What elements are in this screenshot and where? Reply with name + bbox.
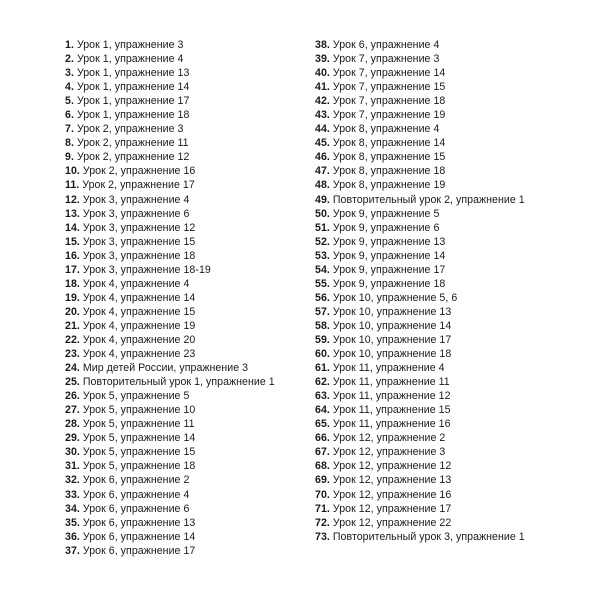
track-number: 54. [315,263,330,276]
track-number: 7. [65,123,74,136]
track-title: Урок 9, упражнение 6 [332,221,440,234]
track-title: Урок 9, упражнение 5 [332,207,440,220]
track-item [65,291,275,305]
track-item [65,249,275,263]
track-item [65,389,275,403]
track-number: 52. [315,235,330,248]
track-item [315,417,525,431]
track-number: 67. [315,446,330,459]
track-item [65,193,275,207]
track-number: 62. [315,376,330,389]
track-title: Урок 4, упражнение 23 [82,348,196,361]
track-item [315,263,525,277]
track-item [315,347,525,361]
track-title: Урок 10, упражнение 18 [332,348,452,361]
track-item [315,403,525,417]
track-title: Урок 8, упражнение 19 [332,179,446,192]
track-item [65,502,275,516]
track-title: Урок 1, упражнение 3 [76,39,184,51]
track-item [65,136,275,150]
track-title: Урок 12, упражнение 12 [332,460,452,473]
track-number: 24. [65,362,80,375]
track-number: 18. [65,277,80,290]
track-title: Урок 3, упражнение 12 [82,221,196,234]
track-title: Урок 11, упражнение 15 [332,404,451,417]
track-number: 55. [315,277,330,290]
track-title: Повторительный урок 2, упражнение 1 [332,193,525,206]
track-item [65,403,275,417]
track-title: Урок 9, упражнение 18 [332,277,446,290]
track-item [315,473,525,487]
track-title: Урок 1, упражнение 4 [76,53,184,66]
track-number: 1. [65,39,74,51]
track-title: Урок 6, упражнение 2 [82,474,190,487]
track-number: 22. [65,333,80,346]
track-item [315,66,525,80]
track-item [65,150,275,164]
track-title: Повторительный урок 3, упражнение 1 [332,530,525,543]
track-number: 47. [315,165,330,178]
track-item [65,459,275,473]
track-number: 72. [315,516,330,529]
track-title: Урок 7, упражнение 19 [332,109,446,122]
track-title: Урок 11, упражнение 11 [332,376,450,389]
track-item [65,431,275,445]
track-number: 19. [65,291,80,304]
track-item [65,207,275,221]
track-item [315,516,525,530]
track-item [315,291,525,305]
track-title: Урок 5, упражнение 5 [82,390,190,403]
track-number: 61. [315,362,330,375]
track-title: Урок 2, упражнение 17 [82,179,195,192]
track-number: 33. [65,488,80,501]
track-item [315,80,525,94]
track-number: 9. [65,151,74,164]
track-number: 28. [65,418,80,431]
track-title: Урок 1, упражнение 14 [76,81,190,94]
track-title: Урок 5, упражнение 15 [82,446,196,459]
track-number: 32. [65,474,80,487]
track-title: Урок 5, упражнение 11 [82,418,195,431]
track-number: 50. [315,207,330,220]
track-item [65,516,275,530]
track-title: Урок 12, упражнение 2 [332,432,446,445]
track-title: Урок 12, упражнение 13 [332,474,452,487]
track-number: 38. [315,39,330,51]
track-item [65,80,275,94]
track-item [315,445,525,459]
track-number: 45. [315,137,330,150]
track-title: Урок 3, упражнение 18 [82,249,196,262]
track-number: 71. [315,502,330,515]
track-item [65,417,275,431]
track-number: 31. [65,460,80,473]
track-title: Урок 3, упражнение 4 [82,193,190,206]
track-item [65,108,275,122]
track-list-right-column [315,38,525,544]
track-number: 17. [65,263,80,276]
track-item [315,122,525,136]
track-title: Урок 4, упражнение 14 [82,291,196,304]
track-title: Урок 4, упражнение 4 [82,277,190,290]
track-item [65,375,275,389]
track-number: 8. [65,137,74,150]
track-number: 39. [315,53,330,66]
track-item [315,94,525,108]
track-number: 14. [65,221,80,234]
track-title: Урок 1, упражнение 13 [76,67,190,80]
track-title: Урок 6, упражнение 13 [82,516,196,529]
track-title: Урок 11, упражнение 4 [332,362,445,375]
track-number: 10. [65,165,80,178]
track-title: Урок 3, упражнение 18-19 [82,263,211,276]
track-number: 69. [315,474,330,487]
track-title: Урок 2, упражнение 12 [76,151,190,164]
track-item [65,473,275,487]
track-number: 44. [315,123,330,136]
track-title: Мир детей России, упражнение 3 [82,362,249,375]
track-title: Урок 5, упражнение 18 [82,460,196,473]
track-title: Урок 10, упражнение 14 [332,319,452,332]
track-item [65,263,275,277]
track-item [65,319,275,333]
track-title: Урок 7, упражнение 3 [332,53,440,66]
track-number: 41. [315,81,330,94]
track-number: 56. [315,291,330,304]
track-number: 29. [65,432,80,445]
track-number: 64. [315,404,330,417]
track-item [65,38,275,52]
track-title: Повторительный урок 1, упражнение 1 [82,376,275,389]
track-number: 34. [65,502,80,515]
track-title: Урок 9, упражнение 14 [332,249,446,262]
track-title: Урок 4, упражнение 20 [82,333,196,346]
track-number: 70. [315,488,330,501]
track-number: 6. [65,109,74,122]
track-number: 40. [315,67,330,80]
track-number: 36. [65,530,80,543]
track-number: 27. [65,404,80,417]
track-title: Урок 10, упражнение 5, 6 [332,291,458,304]
track-item [65,445,275,459]
track-item [65,305,275,319]
track-item [315,136,525,150]
track-item [315,361,525,375]
track-item [315,319,525,333]
track-item [65,488,275,502]
track-item [65,52,275,66]
track-item [315,164,525,178]
track-title: Урок 6, упражнение 6 [82,502,190,515]
track-title: Урок 7, упражнение 18 [332,95,446,108]
track-item [315,193,525,207]
track-number: 15. [65,235,80,248]
track-number: 2. [65,53,74,66]
track-title: Урок 2, упражнение 3 [76,123,184,136]
track-item [65,347,275,361]
track-number: 12. [65,193,80,206]
track-item [315,277,525,291]
track-title: Урок 5, упражнение 10 [82,404,196,417]
track-number: 43. [315,109,330,122]
track-number: 4. [65,81,74,94]
track-item [65,544,275,558]
track-title: Урок 8, упражнение 15 [332,151,446,164]
track-item [315,333,525,347]
track-number: 63. [315,390,330,403]
track-item [315,249,525,263]
track-number: 30. [65,446,80,459]
track-title: Урок 6, упражнение 17 [82,544,196,557]
track-item [65,94,275,108]
track-list-left-column [65,38,275,558]
track-item [65,66,275,80]
track-number: 46. [315,151,330,164]
track-item [65,235,275,249]
track-number: 53. [315,249,330,262]
track-number: 37. [65,544,80,557]
track-title: Урок 12, упражнение 3 [332,446,446,459]
track-number: 11. [65,179,80,192]
track-number: 13. [65,207,80,220]
track-item [315,221,525,235]
track-item [315,502,525,516]
track-title: Урок 4, упражнение 19 [82,319,196,332]
track-number: 65. [315,418,330,431]
track-number: 48. [315,179,330,192]
track-number: 21. [65,319,80,332]
track-item [315,488,525,502]
track-number: 20. [65,305,80,318]
track-number: 25. [65,376,80,389]
track-title: Урок 9, упражнение 13 [332,235,446,248]
track-item [65,361,275,375]
track-number: 60. [315,348,330,361]
track-item [315,178,525,192]
track-title: Урок 6, упражнение 14 [82,530,196,543]
track-title: Урок 7, упражнение 15 [332,81,446,94]
track-item [315,235,525,249]
track-item [315,150,525,164]
track-item [65,333,275,347]
track-number: 3. [65,67,74,80]
track-item [315,431,525,445]
track-title: Урок 1, упражнение 18 [76,109,190,122]
track-title: Урок 12, упражнение 22 [332,516,452,529]
track-number: 16. [65,249,80,262]
track-number: 26. [65,390,80,403]
track-number: 58. [315,319,330,332]
track-title: Урок 11, упражнение 16 [332,418,451,431]
track-title: Урок 3, упражнение 15 [82,235,196,248]
track-number: 42. [315,95,330,108]
track-title: Урок 12, упражнение 17 [332,502,452,515]
track-item [315,305,525,319]
track-title: Урок 7, упражнение 14 [332,67,446,80]
track-title: Урок 12, упражнение 16 [332,488,452,501]
track-title: Урок 4, упражнение 15 [82,305,196,318]
track-item [65,164,275,178]
track-item [65,530,275,544]
track-number: 5. [65,95,74,108]
track-item [315,38,525,52]
track-number: 59. [315,333,330,346]
track-title: Урок 6, упражнение 4 [332,39,440,51]
track-number: 23. [65,348,80,361]
track-title: Урок 1, упражнение 17 [76,95,190,108]
track-item [315,530,525,544]
track-item [315,375,525,389]
track-title: Урок 10, упражнение 17 [332,333,452,346]
track-title: Урок 8, упражнение 4 [332,123,440,136]
track-item [315,108,525,122]
track-number: 73. [315,530,330,543]
track-item [65,221,275,235]
track-number: 68. [315,460,330,473]
track-title: Урок 3, упражнение 6 [82,207,190,220]
track-number: 35. [65,516,80,529]
track-item [315,52,525,66]
track-number: 57. [315,305,330,318]
track-title: Урок 8, упражнение 14 [332,137,446,150]
track-item [315,207,525,221]
track-title: Урок 6, упражнение 4 [82,488,190,501]
track-item [315,389,525,403]
track-number: 51. [315,221,330,234]
track-title: Урок 5, упражнение 14 [82,432,196,445]
track-item [315,459,525,473]
track-title: Урок 10, упражнение 13 [332,305,452,318]
track-title: Урок 2, упражнение 16 [82,165,196,178]
track-item [65,277,275,291]
track-title: Урок 9, упражнение 17 [332,263,446,276]
track-item [65,178,275,192]
track-number: 49. [315,193,330,206]
track-number: 66. [315,432,330,445]
track-title: Урок 2, упражнение 11 [76,137,189,150]
track-title: Урок 11, упражнение 12 [332,390,451,403]
track-title: Урок 8, упражнение 18 [332,165,446,178]
track-item [65,122,275,136]
